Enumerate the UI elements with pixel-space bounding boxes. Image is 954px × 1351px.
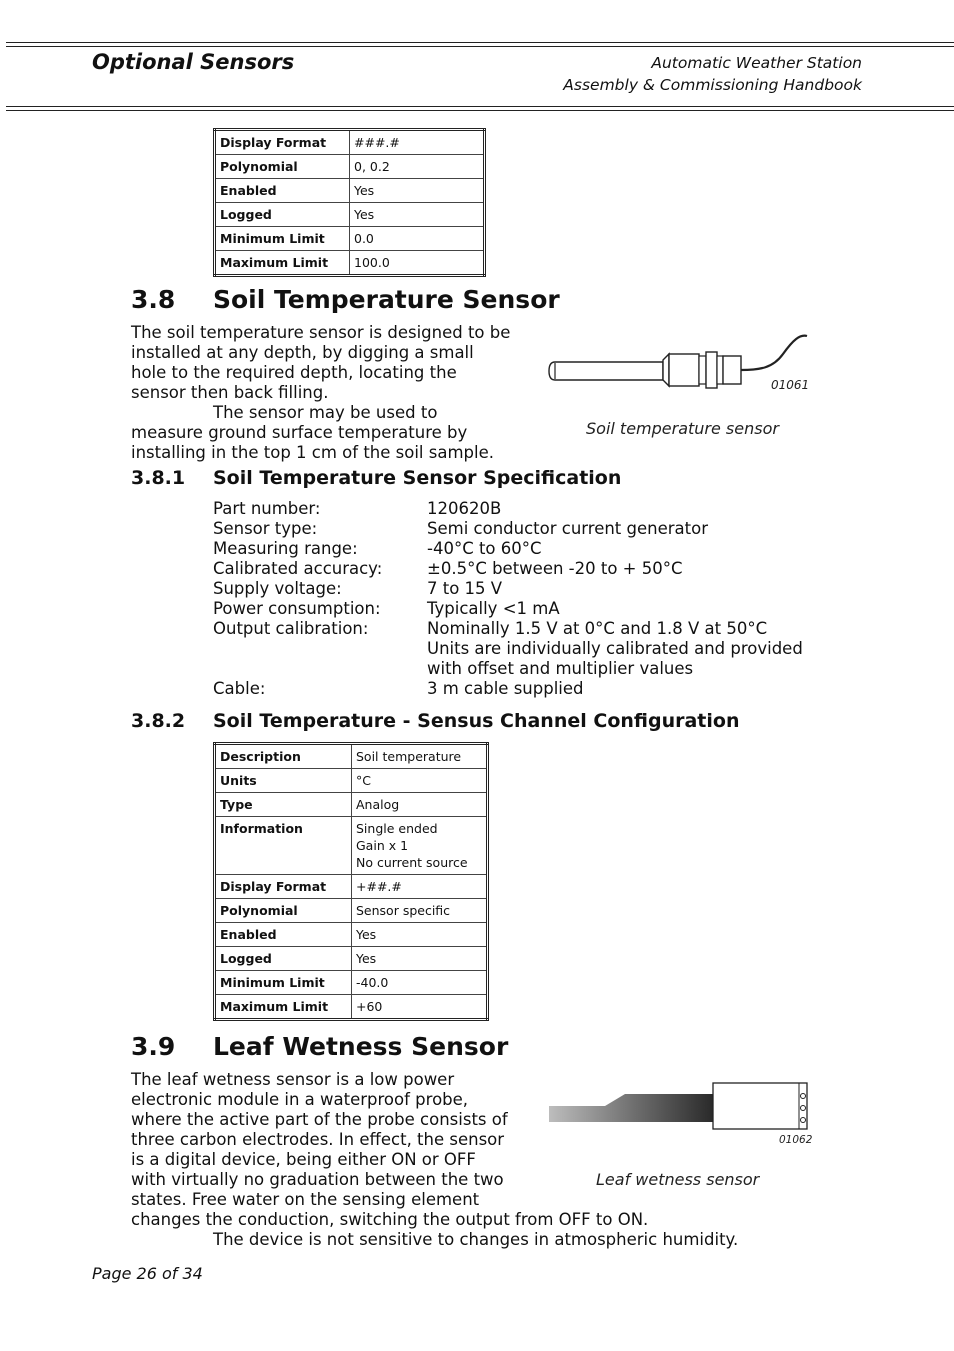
section-title: Soil Temperature - Sensus Channel Configuration — [213, 710, 740, 732]
table-value-line: Analog — [356, 797, 400, 812]
table-value: Yes — [350, 203, 485, 227]
table-key: Type — [215, 793, 352, 817]
table-row — [215, 971, 488, 995]
spec-row — [213, 599, 803, 619]
section-number: 3.9 — [131, 1032, 176, 1061]
spec-value: ±0.5°C between -20 to + 50°C — [427, 559, 683, 578]
table-row — [215, 227, 485, 251]
text-line: states. Free water on the sensing element — [131, 1190, 480, 1209]
soil-sensor-description — [131, 323, 510, 463]
table-value-line: Sensor specific — [356, 903, 451, 918]
spec-value: Semi conductor current generator — [427, 519, 708, 538]
table-value: ###.# — [350, 130, 485, 155]
spec-value: Typically <1 mA — [427, 599, 560, 618]
header-line-2: Assembly & Commissioning Handbook — [563, 76, 862, 94]
text-line: changes the conduction, switching the output from OFF to ON. — [131, 1210, 649, 1229]
table-value-line: No current source — [356, 855, 468, 870]
table-value-line: Soil temperature — [356, 749, 462, 764]
spec-value: Units are individually calibrated and provided — [427, 639, 803, 658]
table-row — [215, 899, 488, 923]
table-value-line: +##.# — [356, 879, 402, 894]
leaf-wetness-sensor-illustration — [545, 1078, 815, 1138]
text-line: installed at any depth, by digging a small — [131, 343, 474, 362]
spec-label: Power consumption: — [213, 599, 381, 618]
spec-row — [213, 539, 803, 559]
table-row — [215, 251, 485, 276]
section-title: Leaf Wetness Sensor — [213, 1032, 509, 1061]
spec-label: Output calibration: — [213, 619, 369, 638]
spec-value: with offset and multiplier values — [427, 659, 694, 678]
table-value-line: +60 — [356, 999, 383, 1014]
table-value — [352, 875, 488, 899]
spec-value: Nominally 1.5 V at 0°C and 1.8 V at 50°C — [427, 619, 768, 638]
spec-value: 120620B — [427, 499, 502, 518]
table-key: Maximum Limit — [215, 995, 352, 1020]
table-value-line: -40.0 — [356, 975, 389, 990]
text-line: The device is not sensitive to changes in atmospheric humidity. — [213, 1230, 739, 1249]
table-key: Description — [215, 744, 352, 769]
spec-label: Part number: — [213, 499, 321, 518]
table-row — [215, 793, 488, 817]
spec-value: -40°C to 60°C — [427, 539, 542, 558]
figure-caption: Soil temperature sensor — [586, 419, 779, 438]
text-line: electronic module in a waterproof probe, — [131, 1090, 469, 1109]
specification-list — [213, 499, 803, 699]
table-value-line: Yes — [356, 951, 377, 966]
section-number: 3.8.1 — [131, 467, 186, 489]
text-line: The soil temperature sensor is designed to be — [131, 323, 511, 342]
section-heading-3-8-1 — [131, 467, 621, 489]
table-key: Logged — [215, 947, 352, 971]
table-key: Enabled — [215, 923, 352, 947]
text-line: measure ground surface temperature by — [131, 423, 468, 442]
text-line: The sensor may be used to — [213, 403, 438, 422]
table-row — [215, 769, 488, 793]
table-value: Yes — [350, 179, 485, 203]
table-key: Maximum Limit — [215, 251, 350, 276]
table-key: Enabled — [215, 179, 350, 203]
table-value — [352, 995, 488, 1020]
table-value — [352, 744, 488, 769]
section-number: 3.8.2 — [131, 710, 186, 732]
header-rule-top-2 — [6, 46, 954, 47]
table-row — [215, 130, 485, 155]
table-row — [215, 203, 485, 227]
spec-label: Supply voltage: — [213, 579, 342, 598]
table-row — [215, 947, 488, 971]
section-title: Soil Temperature Sensor — [213, 285, 560, 314]
header-rule-bottom-2 — [6, 110, 954, 111]
table-value — [352, 947, 488, 971]
figure-id: 01061 — [771, 378, 810, 392]
table-key: Minimum Limit — [215, 227, 350, 251]
table-key: Units — [215, 769, 352, 793]
spec-label: Cable: — [213, 679, 266, 698]
table-row — [215, 744, 488, 769]
spec-label: Calibrated accuracy: — [213, 559, 383, 578]
table-key: Information — [215, 817, 352, 875]
figure-caption: Leaf wetness sensor — [596, 1170, 760, 1189]
table-key: Display Format — [215, 130, 350, 155]
text-line: three carbon electrodes. In effect, the sensor — [131, 1130, 505, 1149]
table-row — [215, 179, 485, 203]
spec-value: 3 m cable supplied — [427, 679, 584, 698]
table-value — [352, 817, 488, 875]
header-line-1: Automatic Weather Station — [651, 54, 862, 72]
text-line: sensor then back filling. — [131, 383, 329, 402]
table-key: Logged — [215, 203, 350, 227]
spec-row — [213, 619, 803, 679]
table-row — [215, 155, 485, 179]
text-line: The leaf wetness sensor is a low power — [131, 1070, 455, 1089]
table-row — [215, 995, 488, 1020]
spec-row — [213, 579, 803, 599]
table-key: Polynomial — [215, 155, 350, 179]
header-subtitle — [563, 52, 862, 96]
spec-label: Measuring range: — [213, 539, 358, 558]
table-value — [352, 899, 488, 923]
section-number: 3.8 — [131, 285, 176, 314]
spec-row — [213, 499, 803, 519]
table-value-line: Single ended — [356, 821, 438, 836]
spec-label: Sensor type: — [213, 519, 318, 538]
section-heading-3-8 — [131, 285, 560, 314]
table-key: Polynomial — [215, 899, 352, 923]
section-heading-3-8-2 — [131, 710, 739, 732]
section-title: Soil Temperature Sensor Specification — [213, 467, 622, 489]
header-rule-top — [6, 42, 954, 43]
figure-id: 01062 — [779, 1134, 813, 1146]
text-line: installing in the top 1 cm of the soil sample. — [131, 443, 494, 462]
table-value-line: °C — [356, 773, 371, 788]
table-row — [215, 875, 488, 899]
table-value: 0.0 — [350, 227, 485, 251]
text-line: with virtually no graduation between the two — [131, 1170, 504, 1189]
table-value-line: Gain x 1 — [356, 838, 409, 853]
text-line: is a digital device, being either ON or OFF — [131, 1150, 476, 1169]
table-row — [215, 817, 488, 875]
table-row — [215, 923, 488, 947]
table-value: 0, 0.2 — [350, 155, 485, 179]
channel-config-table — [213, 742, 489, 1021]
section-heading-3-9 — [131, 1032, 508, 1061]
header-title: Optional Sensors — [92, 50, 295, 74]
table-key: Display Format — [215, 875, 352, 899]
spec-row — [213, 519, 803, 539]
table-value: 100.0 — [350, 251, 485, 276]
table-value — [352, 923, 488, 947]
table-value — [352, 971, 488, 995]
text-line: hole to the required depth, locating the — [131, 363, 457, 382]
table-value — [352, 793, 488, 817]
config-table-top — [213, 128, 486, 277]
table-value-line: Yes — [356, 927, 377, 942]
page-number: Page 26 of 34 — [92, 1264, 203, 1283]
header-rule-bottom — [6, 106, 954, 107]
text-line: where the active part of the probe consists of — [131, 1110, 508, 1129]
spec-row — [213, 679, 803, 699]
spec-row — [213, 559, 803, 579]
table-value — [352, 769, 488, 793]
spec-value: 7 to 15 V — [427, 579, 503, 598]
table-key: Minimum Limit — [215, 971, 352, 995]
